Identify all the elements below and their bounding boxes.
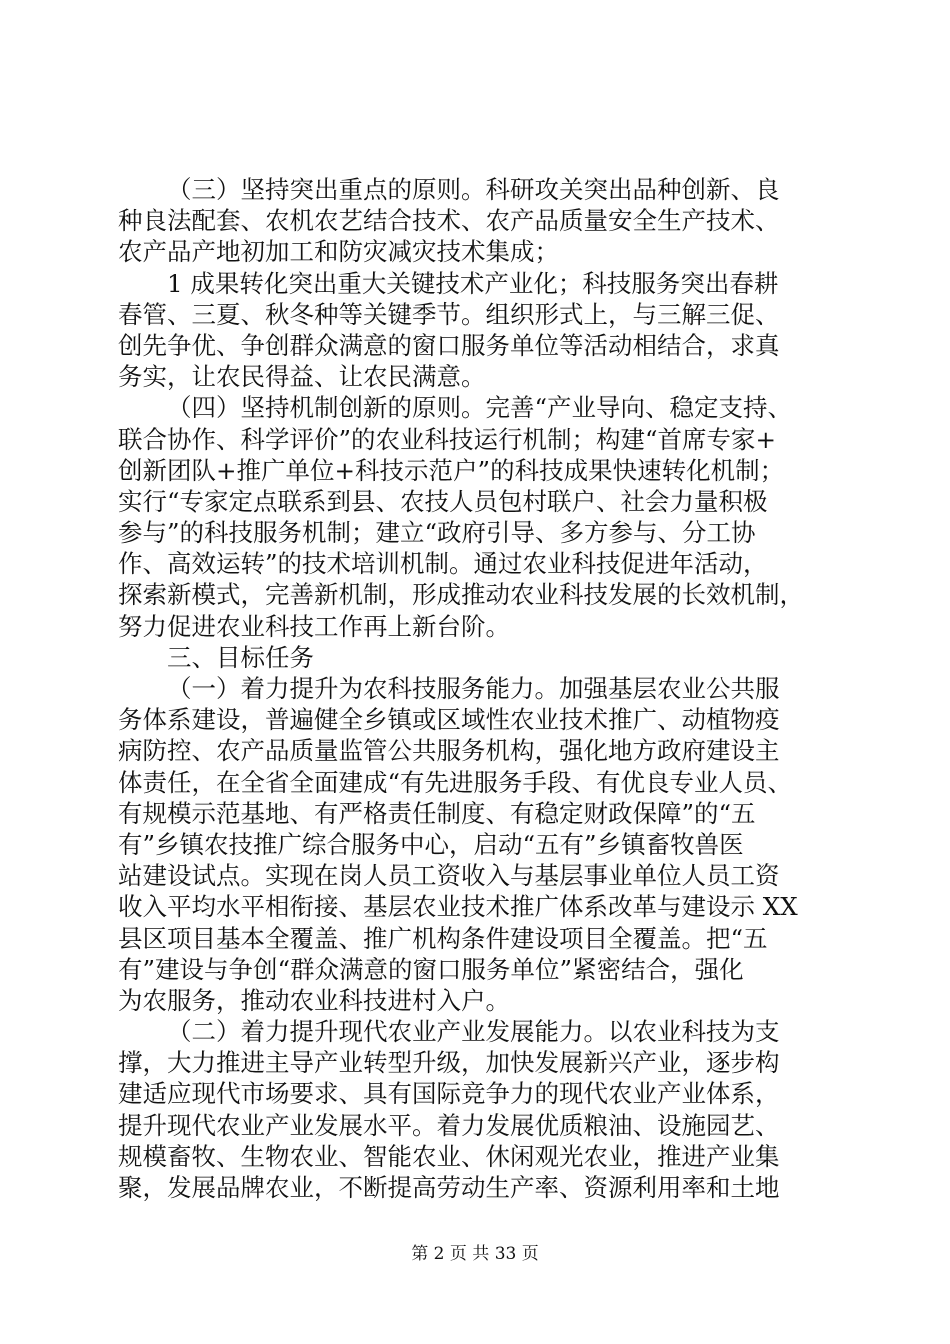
text-line: 种良法配套、农机农艺结合技术、农产品质量安全生产技术、 xyxy=(118,206,780,236)
text-line: 为农服务，推动农业科技进村入户。 xyxy=(118,985,510,1015)
text-line: 春管、三夏、秋冬种等关键季节。组织形式上，与三解三促、 xyxy=(118,299,780,329)
text-line: 收入平均水平相衔接、基层农业技术推广体系改革与建设示 XX xyxy=(118,892,798,922)
text-line: 病防控、农产品质量监管公共服务机构，强化地方政府建设主 xyxy=(118,736,780,766)
text-line: 创新团队+推广单位+科技示范户”的科技成果快速转化机制； xyxy=(118,455,785,485)
text-line: 三、目标任务 xyxy=(167,642,314,672)
text-line: 站建设试点。实现在岗人员工资收入与基层事业单位人员工资 xyxy=(118,861,780,891)
text-line: 实行“专家定点联系到县、农技人员包村联户、社会力量积极 xyxy=(118,486,768,516)
text-line: （三）坚持突出重点的原则。科研攻关突出品种创新、良 xyxy=(167,175,780,204)
text-line: 参与”的科技服务机制；建立“政府引导、多方参与、分工协 xyxy=(118,518,756,548)
text-line: 有规模示范基地、有严格责任制度、有稳定财政保障”的“五 xyxy=(118,798,756,828)
text-line: 规模畜牧、生物农业、智能农业、休闲观光农业，推进产业集 xyxy=(118,1141,780,1171)
text-line: 1 成果转化突出重大关键技术产业化；科技服务突出春耕 xyxy=(167,268,779,298)
text-line: 创先争优、争创群众满意的窗口服务单位等活动相结合，求真 xyxy=(118,330,780,360)
text-line: 聚，发展品牌农业，不断提高劳动生产率、资源利用率和土地 xyxy=(118,1173,780,1202)
text-line: 努力促进农业科技工作再上新台阶。 xyxy=(118,611,510,641)
text-line: （一）着力提升为农科技服务能力。加强基层农业公共服 xyxy=(167,674,780,703)
body-text xyxy=(118,174,843,1203)
text-line: 建适应现代市场要求、具有国际竞争力的现代农业产业体系， xyxy=(118,1079,780,1109)
page-footer: 第 2 页 共 33 页 xyxy=(411,1244,539,1264)
text-line: 体责任，在全省全面建成“有先进服务手段、有优良专业人员、 xyxy=(118,767,793,797)
text-line: 联合协作、科学评价”的农业科技运行机制；构建“首席专家+ xyxy=(118,424,777,454)
text-line: 务实，让农民得益、让农民满意。 xyxy=(118,362,486,392)
text-line: 作、高效运转”的技术培训机制。通过农业科技促进年活动， xyxy=(118,549,768,579)
text-line: 撑，大力推进主导产业转型升级，加快发展新兴产业，逐步构 xyxy=(118,1048,780,1078)
text-line: 提升现代农业产业发展水平。着力发展优质粮油、设施园艺、 xyxy=(118,1110,780,1140)
text-line: （二）着力提升现代农业产业发展能力。以农业科技为支 xyxy=(167,1017,780,1047)
text-line: 县区项目基本全覆盖、推广机构条件建设项目全覆盖。把“五 xyxy=(118,923,768,953)
text-line: 务体系建设，普遍健全乡镇或区域性农业技术推广、动植物疫 xyxy=(118,705,780,735)
text-line: 农产品产地初加工和防灾减灾技术集成； xyxy=(118,237,559,267)
text-line: 探索新模式，完善新机制，形成推动农业科技发展的长效机制， xyxy=(118,580,804,610)
text-line: 有”乡镇农技推广综合服务中心，启动“五有”乡镇畜牧兽医 xyxy=(118,829,744,859)
text-line: （四）坚持机制创新的原则。完善“产业导向、稳定支持、 xyxy=(167,393,793,423)
text-line: 有”建设与争创“群众满意的窗口服务单位”紧密结合，强化 xyxy=(118,954,744,984)
